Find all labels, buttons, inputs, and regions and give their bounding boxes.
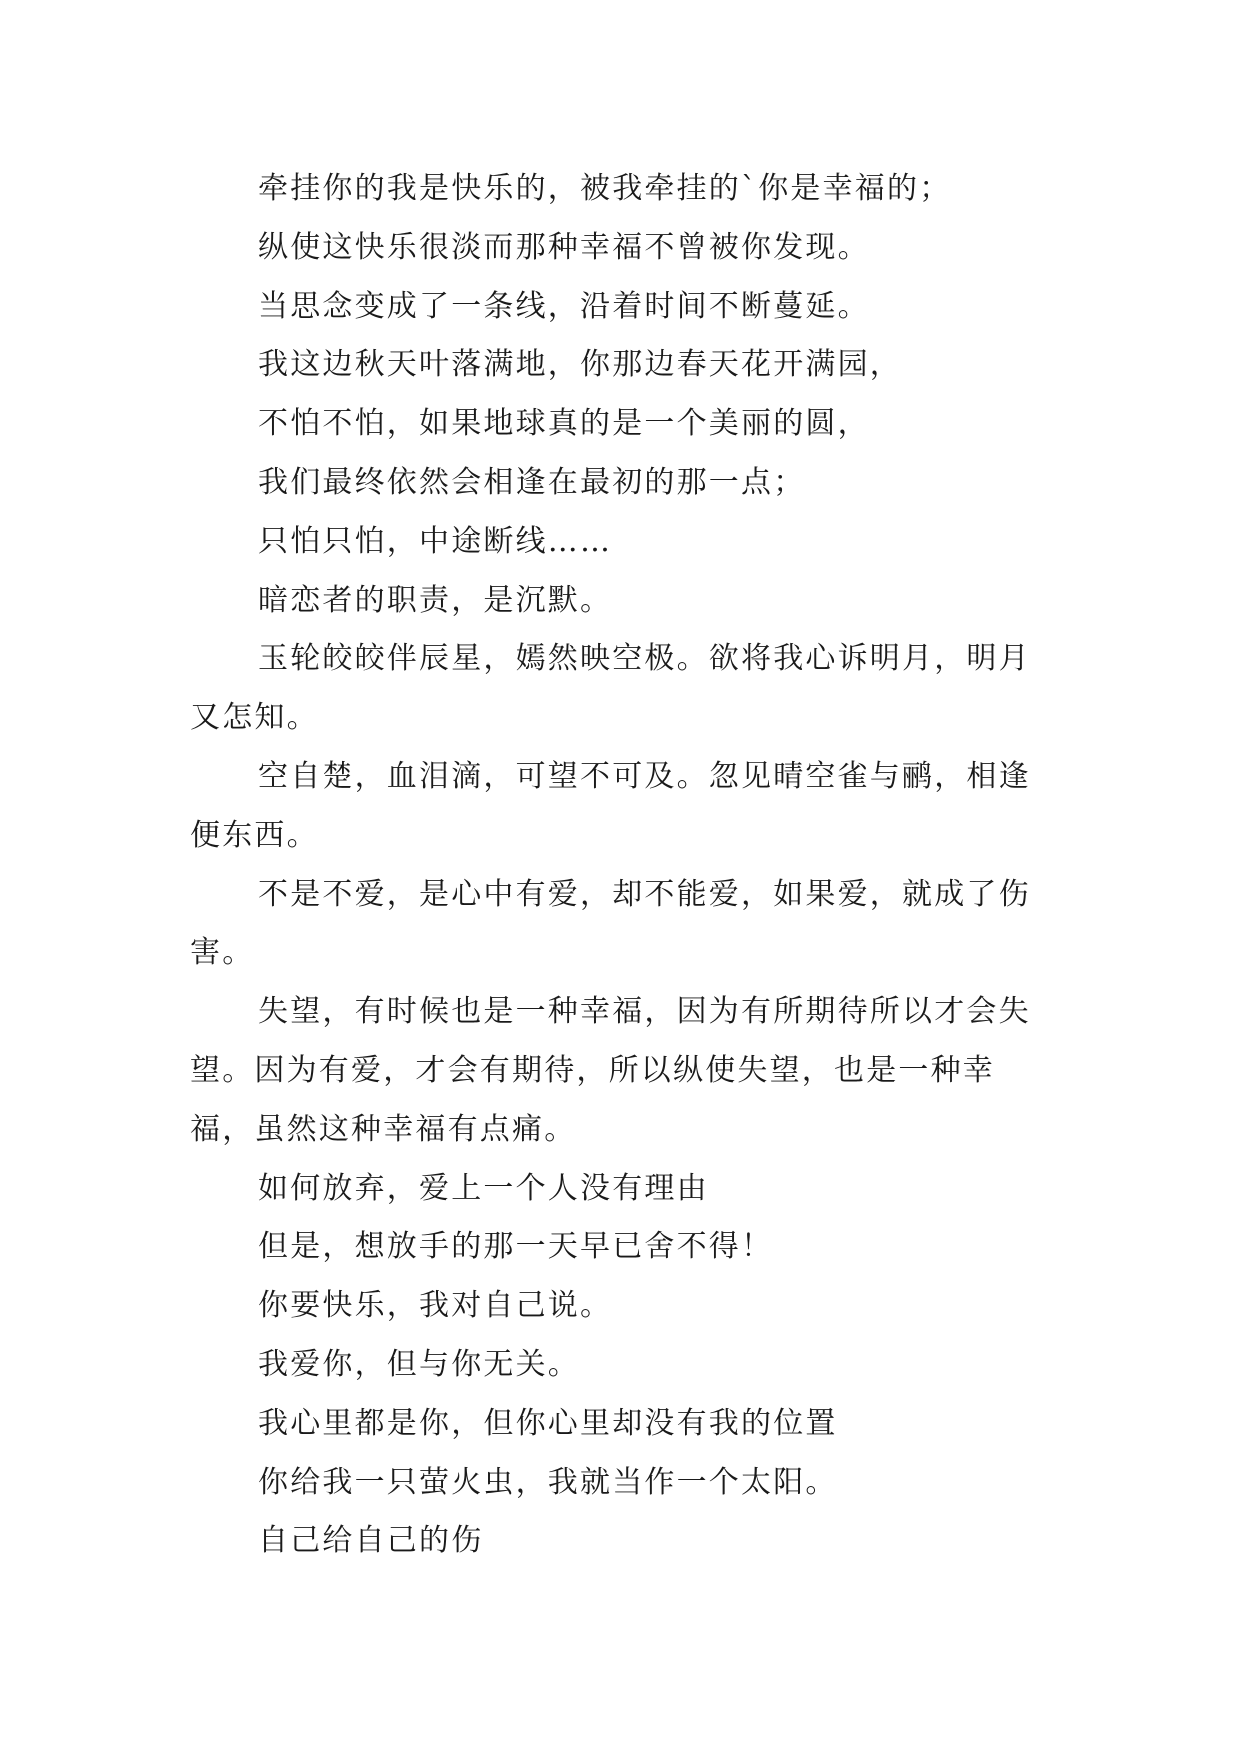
paragraph: 我这边秋天叶落满地，你那边春天花开满园，	[258, 347, 902, 383]
document-body	[190, 160, 1056, 1571]
paragraph: 我心里都是你，但你心里却没有我的位置	[258, 1405, 838, 1441]
paragraph: 如何放弃，爱上一个人没有理由	[258, 1170, 709, 1206]
paragraph: 你要快乐，我对自己说。	[258, 1288, 613, 1324]
paragraph: 我们最终依然会相逢在最初的那一点；	[258, 464, 806, 500]
paragraph: 空自楚，血泪滴，可望不可及。忽见晴空雀与鹂，相逢便东西。	[190, 758, 1031, 853]
paragraph: 当思念变成了一条线，沿着时间不断蔓延。	[258, 288, 870, 324]
paragraph: 不怕不怕，如果地球真的是一个美丽的圆，	[258, 406, 870, 442]
paragraph: 牵挂你的我是快乐的，被我牵挂的`你是幸福的；	[258, 171, 952, 206]
paragraph: 自己给自己的伤	[258, 1523, 484, 1559]
paragraph: 纵使这快乐很淡而那种幸福不曾被你发现。	[258, 229, 870, 265]
paragraph: 玉轮皎皎伴辰星，嫣然映空极。欲将我心诉明月，明月又怎知。	[190, 641, 1031, 736]
paragraph: 但是，想放手的那一天早已舍不得！	[258, 1229, 774, 1265]
paragraph: 暗恋者的职责，是沉默。	[258, 582, 613, 618]
paragraph: 不是不爱，是心中有爱，却不能爱，如果爱，就成了伤害。	[190, 876, 1031, 971]
paragraph: 我爱你，但与你无关。	[258, 1346, 580, 1382]
paragraph: 失望，有时候也是一种幸福，因为有所期待所以才会失望。因为有爱，才会有期待，所以纵使失望，也是一种幸福，虽然这种幸福有点痛。	[190, 994, 1031, 1147]
paragraph: 你给我一只萤火虫，我就当作一个太阳。	[258, 1464, 838, 1500]
paragraph: 只怕只怕，中途断线……	[258, 523, 613, 559]
